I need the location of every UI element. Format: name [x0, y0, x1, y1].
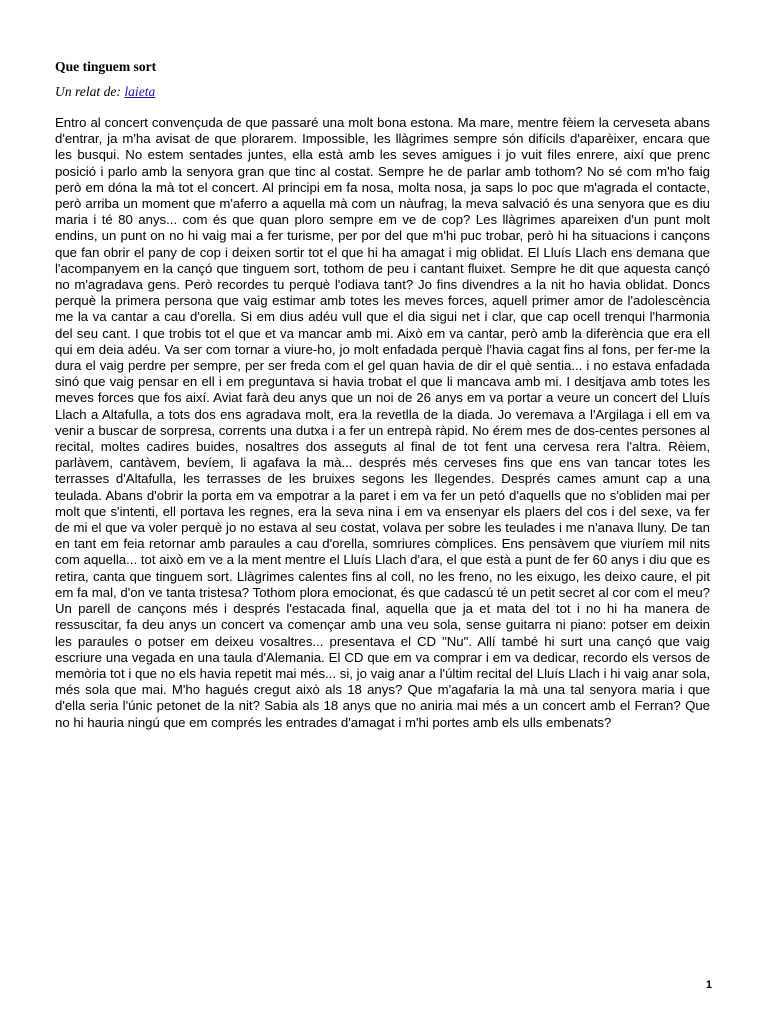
story-body: Entro al concert convençuda de que passaré una molt bona estona. Ma mare, mentre fèiem la cerveseta abans d'entrar, ja m'ha avisat de que plorarem. Impossible, les llàgrimes sempre són difícils d'aparèixer, encara que les busqui. No estem sentades juntes, ella està amb les seves amigues i jo vuit files enrere, així que prenc posició i parlo amb la senyora gran que tinc al costat. Sempre he de parlar amb tothom? No sé com m'ho faig però em dóna la mà tot el concert. Al principi em fa nosa, molta nosa, ja saps lo poc que m'agrada el contacte, però arriba un moment que m'aferro a aquella mà com un nàufrag, la meva salvació és una senyora que es diu maria i té 80 anys... com és que quan ploro sempre em ve de cop? Les llàgrimes apareixen d'un punt molt endins, un punt on no hi vaig mai a fer turisme, per por del que m'hi puc trobar, però hi ha situacions i cançons que fan obrir el pany de cop i deixen sortir tot el que hi ha amagat i mig oblidat. El Lluís Llach ens demana que l'acompanyem en la cançó que tinguem sort, tothom de peu i cantant fluixet. Sempre he dit que aquesta cançó no m'agradava gens. Però recordes tu perquè l'odiava tant? Jo fins divendres a la nit ho havia oblidat. Doncs perquè la primera persona que vaig estimar amb totes les meves forces, aquell primer amor de l'adolescència me la va cantar a cau d'orella. Si em dius adéu vull que el dia sigui net i clar, que cap ocell trenqui l'harmonia del seu cant. I que trobis tot el que et va mancar amb mi. Això em va cantar, però amb la diferència que era ell qui em deia adéu. Va ser com tornar a viure-ho, jo molt enfadada perquè l'havia cagat fins al fons, per fer-me la dura el vaig perdre per sempre, per ser freda com el gel quan havia de dir el què sentia... i no estava enfadada sinó que vaig pensar en ell i em preguntava si havia trobat el que li mancava amb mi. I desitjava amb totes les meves forces que fos així. Aviat farà deu anys que un noi de 26 anys em va portar a veure un concert del Lluís Llach a Altafulla, a tots dos ens agradava molt, era la revetlla de la diada. Jo veremava a l'Argilaga i ell em va venir a buscar de sorpresa, corrents una dutxa i a fer un entrepà ràpid. No érem mes de dos-centes persones al recital, moltes cadires buides, nosaltres dos asseguts al final de tot fent una cervesa rera l'altra. Rèiem, parlàvem, cantàvem, bevíem, li agafava la mà... després més cerveses fins que ens van tancar totes les terrasses d'Altafulla, les terrasses de les bruixes segons les llegendes. Després cames amunt cap a una teulada. Abans d'obrir la porta em va empotrar a la paret i em va fer un petó d'aquells que no s'obliden mai per molt que s'intenti, ell portava les regnes, era la seva nina i em va ensenyar els plaers del cos i del sexe, va fer de mi el que va voler perquè jo no estava al seu costat, volava per sobre les teulades i me n'anava lluny. De tan en tant em feia retornar amb paraules a cau d'orella, somriures còmplices. Ens pensàvem que viuríem mil nits com aquella... tot això em ve a la ment mentre el Lluís Llach d'ara, el que està a punt de fer 60 anys i diu que es retira, canta que tinguem sort. Llàgrimes calentes fins al coll, no les freno, no les eixugo, les deixo caure, el pit em fa mal, d'on ve tanta tristesa? Tothom plora emocionat, és que cadascú té un petit secret al cor com el meu? Un parell de cançons més i després l'estacada final, aquella que ja et mata del tot i no hi ha manera de ressuscitar, fa deu anys un concert va començar amb una veu sola, sense guitarra ni piano: potser em deixin les paraules o potser em deixeu vosaltres... presentava el CD "Nu". Allí també hi surt una cançó que vaig escriure una vegada en una taula d'Alemania. El CD que em va comprar i em va dedicar, recordo els versos de memòria tot i que no els havia repetit mai més... si, jo vaig anar a l'últim recital del Lluís Llach i hi vaig anar sola, més sola que mai. M'ho hagués cregut això als 18 anys? Que m'agafaria la mà una tal senyora maria i que d'ella seria l'únic petonet de la nit? Sabia als 18 anys que no aniria mai més a un concert amb el Ferran? Que no hi hauria ningú que em comprés les entrades d'amagat i m'hi portes amb els ulls embenats?	[55, 115, 710, 730]
author-link[interactable]: laieta	[124, 84, 156, 99]
byline	[55, 83, 710, 101]
page-number: 1	[705, 979, 712, 991]
document-page	[55, 58, 710, 731]
document-title: Que tinguem sort	[55, 59, 157, 74]
byline-prefix: Un relat de:	[55, 84, 125, 99]
